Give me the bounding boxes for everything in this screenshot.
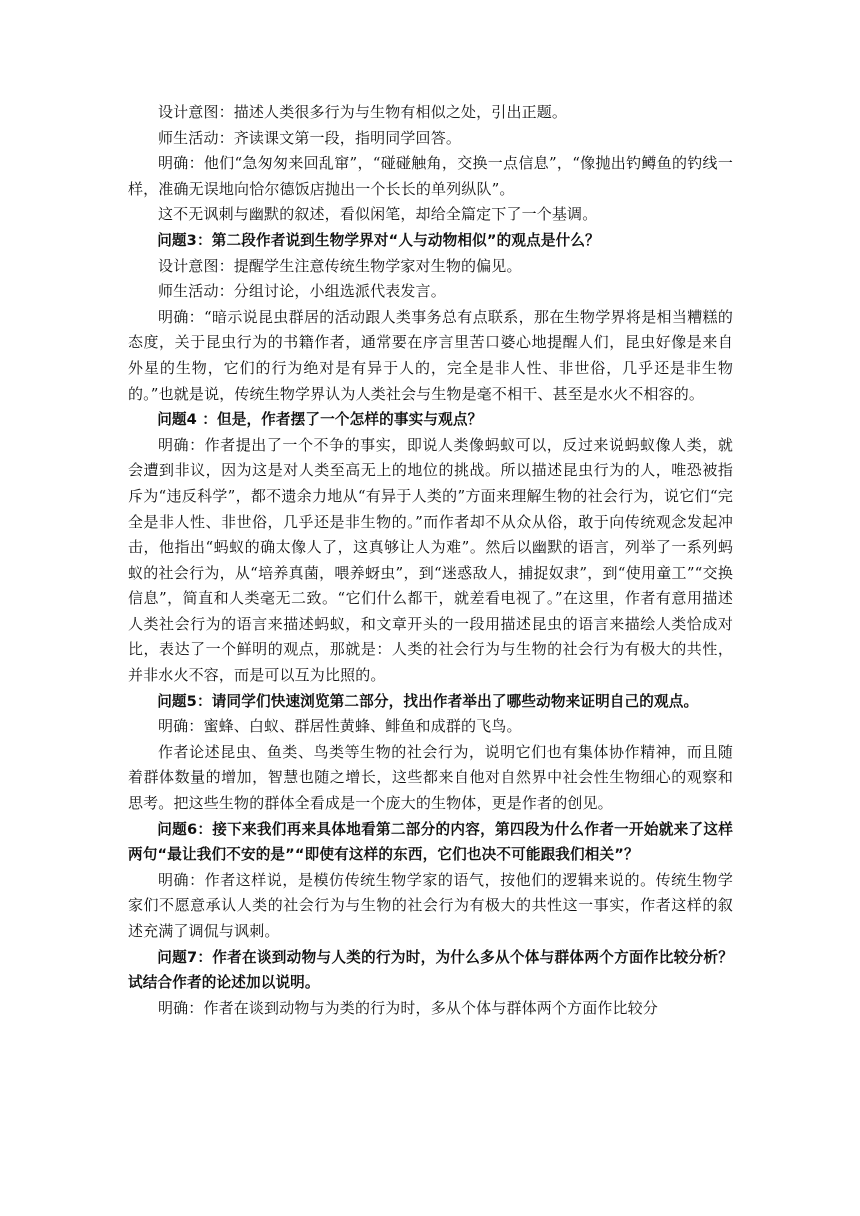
paragraph-comment: 这不无讽刺与幽默的叙述，看似闲笔，却给全篇定下了一个基调。: [158, 205, 598, 224]
paragraph-activity: 师生活动：齐读课文第一段，指明同学回答。: [158, 128, 462, 147]
question-3: 问题3：第二段作者说到生物学界对“人与动物相似”的观点是什么？: [157, 231, 600, 249]
paragraph-answer: 明确：蜜蜂、白蚁、群居性黄蜂、鲱鱼和成群的飞鸟。: [158, 717, 522, 736]
paragraph-design-intent: 设计意图：提醒学生注意传统生物学家对生物的偏见。: [158, 256, 522, 275]
paragraph-comment: 作者论述昆虫、鱼类、鸟类等生物的社会行为，说明它们也有集体协作精神，而且随着群体数量的增加，智慧也随之增长，这些都来自他对自然界中社会性生物细心的观察和思考。把这些生物的群体全看成是一个庞大的生物体，更是作者的创见。: [128, 742, 733, 813]
paragraph-answer: 明确：作者提出了一个不争的事实，即说人类像蚂蚁可以，反过来说蚂蚁像人类，就会遭到非议，因为这是对人类至高无上的地位的挑战。所以描述昆虫行为的人，唯恐被指斥为“违反科学”，都不遗余力地从“有异于人类的”方面来理解生物的社会行为，说它们“完全是非人性、非世俗，几乎还是非生物的。”而作者却不从众从俗，敢于向传统观念发起冲击，他指出“蚂蚁的确太像人了，这真够让人为难”。然后以幽默的语言，列举了一系列蚂蚁的社会行为，从“培养真菌，喂养蚜虫”，到“迷惑敌人，捕捉奴隶”，到“使用童工”“交换信息”，简直和人类毫无二致。“它们什么都干，就差看电视了。”在这里，作者有意用描述人类社会行为的语言来描述蚂蚁，和文章开头的一段用描述昆虫的语言来描绘人类恰成对比，表达了一个鲜明的观点，那就是：人类的社会行为与生物的社会行为有极大的共性，并非水火不容，而是可以互为比照的。: [128, 435, 733, 685]
paragraph-answer: 明确：他们“急匆匆来回乱窜”，“碰碰触角，交换一点信息”，“像抛出钓鳟鱼的钓线一样，准确无误地向恰尔德饭店抛出一个长长的单列纵队”。: [128, 154, 733, 198]
paragraph-answer: 明确：“暗示说昆虫群居的活动跟人类事务总有点联系，那在生物学界将是相当糟糕的态度，关于昆虫行为的书籍作者，通常要在序言里苦口婆心地提醒人们，昆虫好像是来自外星的生物，它们的行为绝对是有异于人的，完全是非人性、非世俗，几乎还是非生物的。”也就是说，传统生物学界认为人类社会与生物是毫不相干、甚至是水火不相容的。: [128, 307, 733, 403]
question-6: 问题6：接下来我们再来具体地看第二部分的内容，第四段为什么作者一开始就来了这样两句“最让我们不安的是”“即使有这样的东西，它们也决不可能跟我们相关”？: [128, 820, 733, 864]
question-7: 问题7：作者在谈到动物与人类的行为时，为什么多从个体与群体两个方面作比较分析？试结合作者的论述加以说明。: [128, 948, 733, 992]
question-5: 问题5：请同学们快速浏览第二部分，找出作者举出了哪些动物来证明自己的观点。: [157, 692, 699, 710]
paragraph-design-intent: 设计意图：描述人类很多行为与生物有相似之处，引出正题。: [158, 103, 568, 121]
question-4: 问题4 ：但是，作者摆了一个怎样的事实与观点？: [157, 411, 483, 429]
paragraph-answer: 明确：作者在谈到动物与为类的行为时，多从个体与群体两个方面作比较分: [158, 998, 658, 1017]
document-page: [128, 100, 733, 1021]
paragraph-activity: 师生活动：分组讨论，小组选派代表发言。: [158, 282, 446, 301]
paragraph-answer: 明确：作者这样说，是模仿传统生物学家的语气，按他们的逻辑来说的。传统生物学家们不愿意承认人类的社会行为与生物的社会行为有极大的共性这一事实，作者这样的叙述充满了调侃与讽刺。: [128, 870, 733, 940]
